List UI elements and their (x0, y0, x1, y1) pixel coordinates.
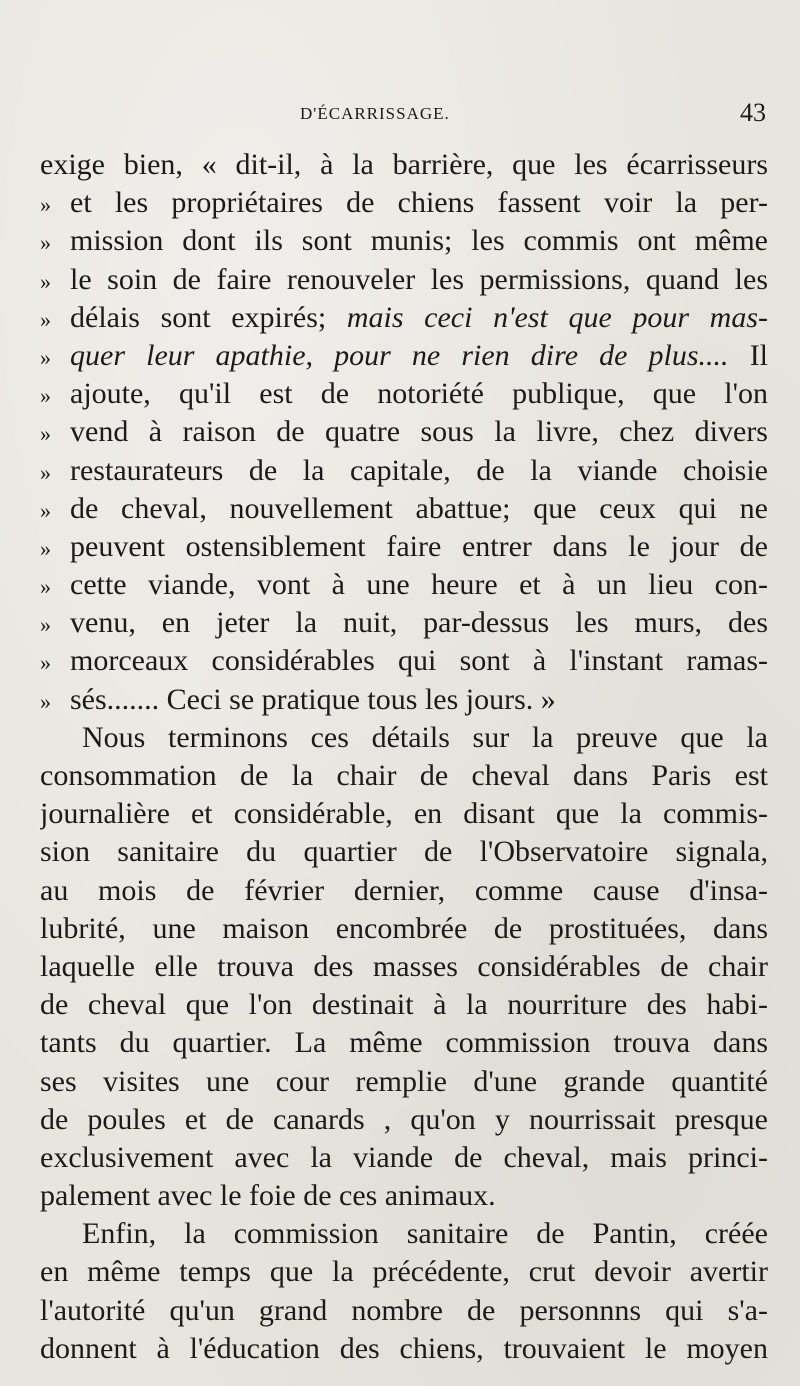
text-line (40, 1330, 768, 1368)
italic-text: mais ceci n'est que pour mas- (346, 300, 768, 334)
text-line (40, 1253, 768, 1291)
text-line (40, 910, 768, 948)
text-line (40, 1139, 768, 1177)
text-line (40, 528, 768, 566)
text-line (40, 222, 768, 260)
text-line (40, 795, 768, 833)
line-text: restaurateurs de la capitale, de la viande choisie (70, 453, 768, 487)
quote-mark: » (40, 535, 51, 561)
line-text: de cheval que l'on destinait à la nourriture des habi- (40, 988, 768, 1022)
quote-mark: » (40, 268, 51, 294)
text-line (40, 681, 768, 719)
quote-mark: » (40, 688, 51, 714)
line-text: au mois de février dernier, comme cause d'insa- (40, 873, 768, 907)
text-line (40, 1024, 768, 1062)
line-text: lubrité, une maison encombrée de prostituées, dans (40, 911, 768, 945)
text-line (40, 1215, 768, 1253)
line-text: de poules et de canards , qu'on y nourrissait presque (40, 1102, 768, 1136)
text-line (40, 986, 768, 1024)
line-text: le soin de faire renouveler les permissions, quand les (70, 262, 768, 296)
line-text: ses visites une cour remplie d'une grande quantité (40, 1064, 768, 1098)
line-text: et les propriétaires de chiens fassent voir la per- (70, 186, 768, 220)
line-text: Nous terminons ces détails sur la preuve que la (82, 720, 768, 754)
text-line (40, 337, 768, 375)
line-text: peuvent ostensiblement faire entrer dans le jour de (70, 529, 768, 563)
line-text: palement avec le foie de ces animaux. (40, 1179, 496, 1213)
text-line (40, 452, 768, 490)
text-line (40, 413, 768, 451)
line-text: donnent à l'éducation des chiens, trouvaient le moyen (40, 1331, 768, 1365)
quote-mark: » (40, 344, 51, 370)
text-line (40, 872, 768, 910)
text-line (40, 1101, 768, 1139)
line-text: tants du quartier. La même commission trouva dans (40, 1026, 768, 1060)
quote-mark: » (40, 650, 51, 676)
text-line (40, 757, 768, 795)
text-line (40, 184, 768, 222)
line-text: vend à raison de quatre sous la livre, chez divers (70, 415, 768, 449)
line-text: de cheval, nouvellement abattue; que ceux qui ne (70, 491, 768, 525)
quote-mark: » (40, 192, 51, 218)
text-line (40, 566, 768, 604)
quote-mark: » (40, 230, 51, 256)
line-text: sés....... Ceci se pratique tous les jours. » (70, 682, 556, 716)
page-number: 43 (740, 98, 766, 127)
quote-mark: » (40, 306, 51, 332)
running-head: D'ÉCARRISSAGE. (300, 104, 450, 123)
quote-mark: » (40, 459, 51, 485)
line-text: en même temps que la précédente, crut devoir avertir (40, 1255, 768, 1289)
line-text: cette viande, vont à une heure et à un lieu con- (70, 568, 768, 602)
italic-text: quer leur apathie, pour ne rien dire de plus.... (70, 338, 729, 372)
text-line (40, 833, 768, 871)
line-text: venu, en jeter la nuit, par-dessus les murs, des (70, 606, 768, 640)
body-text (40, 146, 768, 1368)
quote-mark: » (40, 383, 51, 409)
line-text: mission dont ils sont munis; les commis ont même (70, 224, 768, 258)
line-text: délais sont expirés; (70, 300, 327, 334)
quote-mark: » (40, 612, 51, 638)
text-line (40, 261, 768, 299)
text-line (40, 375, 768, 413)
line-text: ajoute, qu'il est de notoriété publique, que l'on (70, 377, 768, 411)
text-line (40, 719, 768, 757)
line-text: laquelle elle trouva des masses considérables de chair (40, 949, 768, 983)
text-line (40, 642, 768, 680)
line-text: exige bien, « dit-il, à la barrière, que les écarrisseurs (40, 148, 768, 181)
text-line (40, 490, 768, 528)
line-text: exclusivement avec la viande de cheval, mais princi- (40, 1140, 768, 1174)
text-line (40, 604, 768, 642)
line-text: journalière et considérable, en disant que la commis- (40, 797, 768, 831)
line-text: morceaux considérables qui sont à l'instant ramas- (70, 644, 768, 678)
line-text: Il (749, 338, 768, 372)
line-text: Enfin, la commission sanitaire de Pantin, créée (82, 1217, 768, 1251)
text-line (40, 1177, 768, 1215)
line-text: l'autorité qu'un grand nombre de personnns qui s'a- (40, 1293, 768, 1327)
text-line (40, 146, 768, 184)
quote-mark: » (40, 421, 51, 447)
text-line (40, 299, 768, 337)
line-text: consommation de la chair de cheval dans Paris est (40, 759, 768, 792)
quote-mark: » (40, 574, 51, 600)
text-line (40, 1292, 768, 1330)
quote-mark: » (40, 497, 51, 523)
text-line (40, 1063, 768, 1101)
text-line (40, 948, 768, 986)
line-text: sion sanitaire du quartier de l'Observatoire signala, (40, 835, 768, 869)
